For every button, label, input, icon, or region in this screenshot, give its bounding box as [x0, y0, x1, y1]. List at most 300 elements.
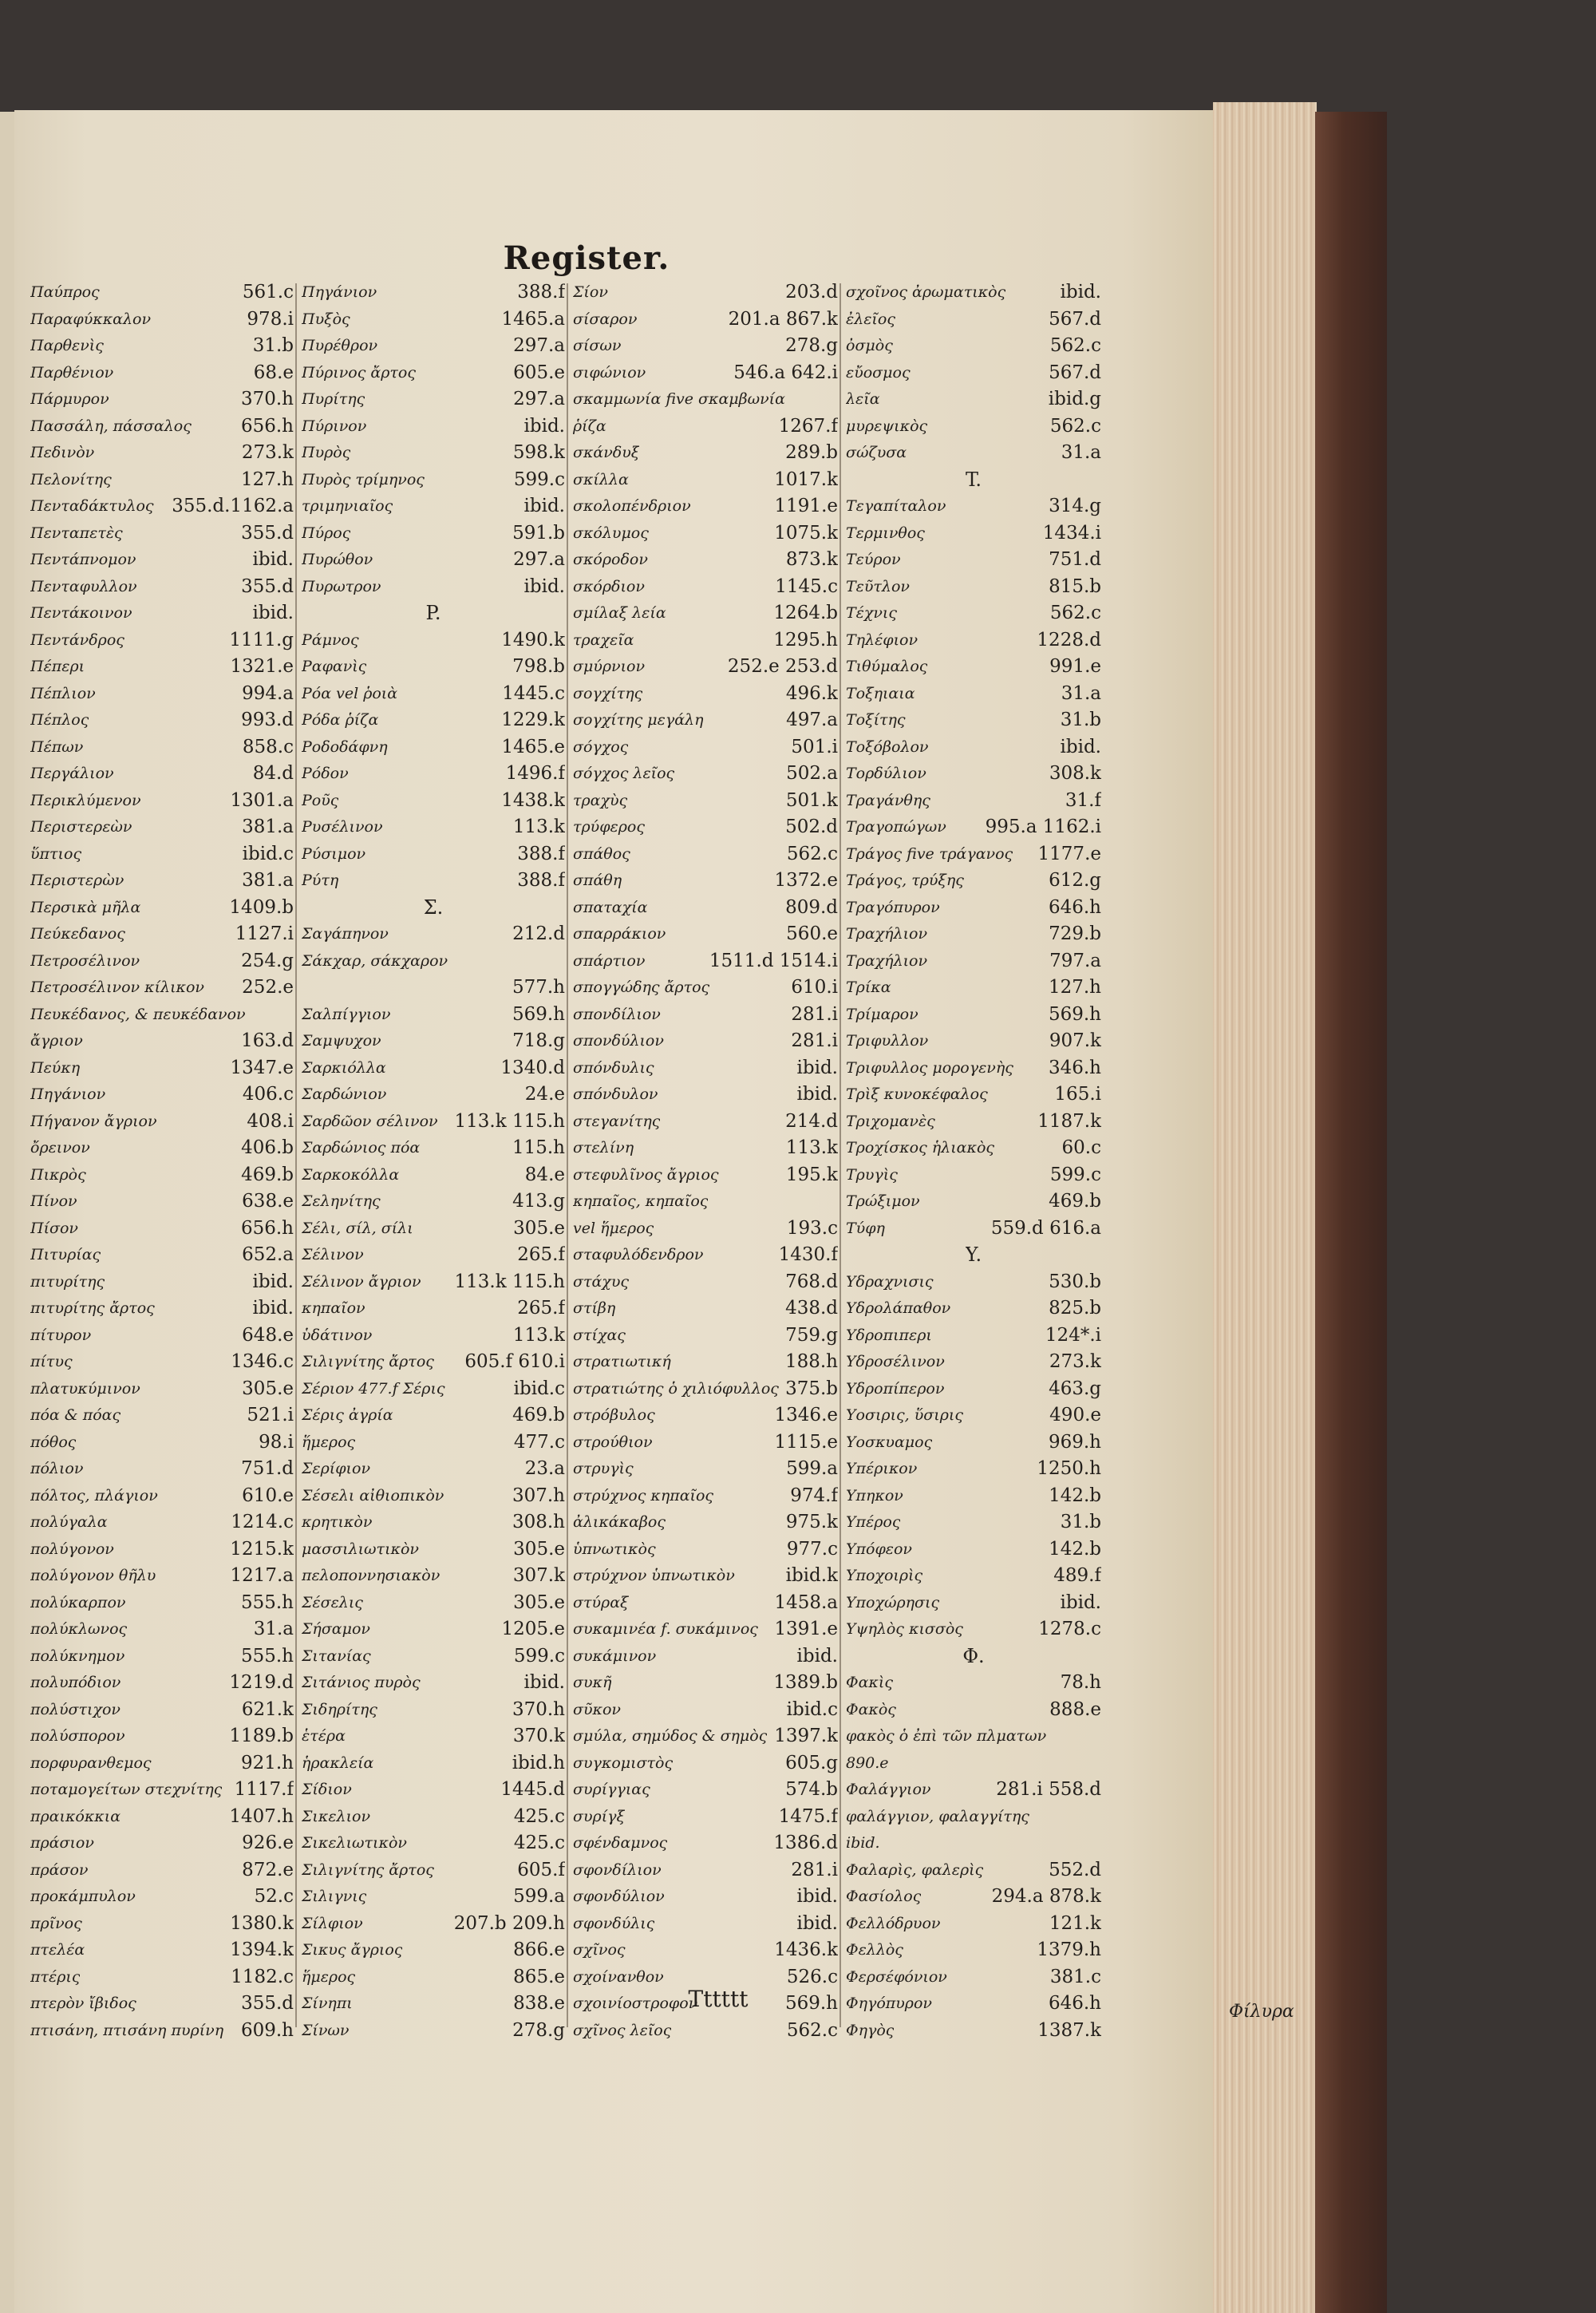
catchword: Φίλυρα: [1229, 2002, 1294, 2022]
entry-word: Τρυγὶς: [846, 1165, 898, 1184]
entry-reference: 1229.k: [501, 710, 565, 730]
entry-word: Πέπων: [30, 737, 84, 756]
entry-reference: 1267.f: [778, 415, 838, 437]
entry-reference: 381.c: [1049, 1966, 1101, 1987]
entry-word: Πύρινον: [302, 417, 367, 435]
index-entry: [302, 707, 565, 734]
index-entry: [846, 975, 1101, 1002]
entry-reference: 207.b 209.h: [453, 1912, 565, 1934]
entry-reference: 975.k: [785, 1512, 838, 1532]
index-entry: [846, 360, 1101, 387]
entry-reference: 978.i: [247, 308, 294, 330]
index-entry: [302, 1590, 565, 1617]
entry-word: Σιτανίας: [302, 1647, 371, 1665]
index-entry: [302, 1456, 565, 1483]
index-entry: [573, 493, 838, 520]
entry-word: Σιδηρίτης: [302, 1700, 377, 1718]
index-entry: [846, 2018, 1101, 2045]
section-letter: [846, 1242, 1101, 1269]
entry-word: Τρώξιμον: [846, 1192, 920, 1210]
entry-word: Φαλαρὶς, φαλερὶς: [846, 1860, 984, 1879]
entry-word: πίτυρον: [30, 1326, 92, 1344]
entry-word: Πάρμυρον: [30, 390, 109, 408]
index-entry: [573, 1323, 838, 1350]
entry-reference: 289.b: [785, 442, 838, 463]
entry-word: σμύρνιον: [573, 658, 646, 675]
index-entry: [573, 1884, 838, 1911]
index-entry: [302, 1002, 565, 1029]
entry-word: σπόνδυλον: [573, 1085, 658, 1103]
index-entry: [573, 1937, 838, 1964]
entry-reference: ibid.h: [512, 1752, 565, 1773]
section-letter: [302, 600, 565, 627]
entry-word: Πυξὸς: [302, 310, 350, 328]
entry-reference: 84.d: [252, 763, 294, 784]
index-entry: [30, 1216, 294, 1243]
entry-reference: 567.d: [1049, 362, 1101, 383]
entry-word: ἄγριον: [30, 1032, 83, 1050]
entry-word: Τράγος five τράγανος: [846, 844, 1013, 863]
entry-reference: ibid.: [252, 1298, 294, 1319]
entry-word: Ρόα vel ῥοιὰ: [302, 684, 398, 702]
entry-word: στίβη: [573, 1299, 616, 1317]
entry-word: Ρύτη: [302, 872, 339, 889]
entry-word: σπονδύλιον: [573, 1032, 664, 1050]
entry-word: Ρύσιμον: [302, 844, 366, 863]
entry-word: σφονδύλις: [573, 1914, 655, 1932]
entry-reference: 188.h: [784, 1351, 838, 1372]
entry-word: ῥίζα: [573, 417, 606, 435]
index-entry: [573, 600, 838, 627]
entry-word: Πέπερι: [30, 658, 85, 675]
entry-word: Πέπλος: [30, 711, 89, 729]
entry-reference: ibid.: [523, 415, 565, 437]
index-entry: [30, 1777, 294, 1804]
index-entry: [846, 1804, 1101, 1831]
entry-word: Τοξίτης: [846, 711, 906, 729]
entry-reference: 858.c: [242, 736, 294, 757]
index-entry: [30, 788, 294, 815]
index-entry: [30, 1402, 294, 1429]
entry-reference: 605.g: [785, 1752, 838, 1773]
entry-word: ὑδάτινον: [302, 1326, 373, 1344]
entry-reference: 648.e: [242, 1324, 294, 1346]
entry-reference: 1458.a: [774, 1591, 838, 1613]
entry-word: πολύγονον: [30, 1540, 114, 1558]
entry-reference: 888.e: [1049, 1698, 1101, 1720]
entry-word: Σίλφιον: [302, 1914, 363, 1932]
entry-word: τριμηνιαῖος: [302, 497, 393, 515]
index-entry: [846, 841, 1101, 868]
index-entry: [302, 360, 565, 387]
entry-word: Ροῦς: [302, 791, 339, 809]
index-entry: [30, 921, 294, 948]
entry-word: Φακὶς: [846, 1674, 893, 1691]
index-entry: [30, 386, 294, 413]
entry-word: Τρὶξ κυνοκέφαλος: [846, 1085, 988, 1103]
entry-reference: 907.k: [1049, 1030, 1101, 1051]
index-entry: [302, 1509, 565, 1536]
entry-reference: 78.h: [1060, 1672, 1101, 1693]
entry-word: Τερμινθος: [846, 524, 925, 542]
entry-reference: 406.b: [241, 1137, 294, 1158]
index-entry: [846, 386, 1101, 413]
index-entry: [30, 1349, 294, 1376]
index-entry: [30, 2018, 294, 2045]
entry-word: πολύσπορον: [30, 1727, 125, 1745]
index-entry: [302, 306, 565, 334]
entry-word: Πυρὸς: [302, 444, 351, 461]
index-entry: [846, 1269, 1101, 1296]
index-entry: [573, 1804, 838, 1831]
entry-reference: 1394.k: [230, 1939, 294, 1960]
entry-reference: 355.d: [241, 522, 294, 544]
index-entry: [573, 868, 838, 895]
entry-word: Περιστερεὼν: [30, 818, 132, 836]
entry-reference: 497.a: [786, 710, 838, 730]
entry-word: λεῖα: [846, 390, 880, 408]
index-entry: [846, 1857, 1101, 1884]
index-entry: [302, 1323, 565, 1350]
entry-reference: 768.d: [785, 1271, 838, 1292]
entry-reference: 127.h: [1048, 977, 1101, 998]
entry-word: σογχίτης: [573, 684, 643, 702]
entry-reference: 496.k: [785, 682, 838, 704]
index-entry: [302, 1750, 565, 1777]
index-entry: [573, 1376, 838, 1403]
entry-reference: 113.k: [785, 1137, 838, 1158]
entry-reference: 1465.a: [501, 308, 565, 330]
entry-reference: 574.b: [785, 1779, 838, 1800]
entry-word: Φελλὸς: [846, 1941, 903, 1959]
index-entry: [302, 654, 565, 681]
entry-word: πραικόκκια: [30, 1807, 121, 1825]
entry-reference: 355.d: [241, 575, 294, 597]
entry-word: Υπηκον: [846, 1486, 903, 1504]
index-entry: [846, 440, 1101, 467]
index-entry: [30, 895, 294, 922]
entry-word: Τηλέφιον: [846, 631, 918, 649]
index-entry: [302, 1055, 565, 1082]
entry-reference: ibid.: [796, 1057, 838, 1078]
entry-reference: 52.c: [254, 1886, 294, 1907]
index-entry: [573, 279, 838, 306]
signature-mark: Tttttt: [688, 1986, 749, 2012]
index-entry: [30, 1002, 294, 1029]
entry-reference: 314.g: [1049, 496, 1101, 516]
index-entry: [573, 734, 838, 761]
entry-reference: 252.e: [242, 977, 294, 998]
entry-word: σπονδίλιον: [573, 1005, 661, 1023]
index-entry: [30, 1295, 294, 1323]
entry-word: τραχεῖα: [573, 631, 634, 649]
index-entry: [573, 1429, 838, 1457]
entry-reference: [833, 386, 838, 413]
index-entry: [30, 520, 294, 548]
entry-word: στρατιώτης ὁ χιλιόφυλλος: [573, 1379, 779, 1398]
index-entry: [30, 1670, 294, 1697]
entry-word: σιφώνιον: [573, 363, 646, 382]
entry-reference: 388.f: [517, 870, 565, 891]
index-entry: [302, 1402, 565, 1429]
index-entry: [573, 948, 838, 975]
index-entry: [302, 761, 565, 788]
index-entry: [846, 1162, 1101, 1189]
entry-word: σκίλλα: [573, 470, 629, 488]
index-entry: [30, 1055, 294, 1082]
index-entry: [30, 1509, 294, 1536]
entry-word: μυρεψικὸς: [846, 417, 928, 435]
index-entry: [573, 1349, 838, 1376]
index-entry: [30, 707, 294, 734]
entry-word: Τρίκα: [846, 979, 891, 996]
entry-reference: 346.h: [1048, 1057, 1101, 1078]
index-entry: [30, 413, 294, 441]
entry-word: πολύκλωνος: [30, 1620, 128, 1638]
entry-word: Πίσον: [30, 1219, 78, 1237]
entry-word: Πεντάπνομον: [30, 551, 136, 568]
entry-word: Τορδύλιον: [846, 765, 926, 782]
entry-word: Πήγανον ἄγριον: [30, 1112, 157, 1130]
entry-word: Πύρινος ἄρτος: [302, 363, 417, 382]
index-entry: [573, 707, 838, 734]
entry-word: Ραφανὶς: [302, 658, 367, 675]
index-entry: [573, 360, 838, 387]
index-entry: [573, 1616, 838, 1643]
index-entry: [846, 814, 1101, 841]
entry-word: στεφυλῖνος ἄγριος: [573, 1165, 719, 1184]
index-entry: [573, 2018, 838, 2045]
index-entry: [302, 788, 565, 815]
index-entry: [573, 1590, 838, 1617]
entry-word: Φηγὸς: [846, 2021, 895, 2039]
entry-word: Τροχίσκος ἡλιακὸς: [846, 1139, 995, 1156]
entry-word: στεγανίτης: [573, 1112, 661, 1130]
entry-reference: 60.c: [1061, 1137, 1101, 1158]
index-entry: [302, 1616, 565, 1643]
index-entry: [30, 574, 294, 601]
index-entry: [302, 2018, 565, 2045]
entry-reference: 991.e: [1049, 656, 1101, 677]
index-entry: [30, 841, 294, 868]
entry-word: στάχυς: [573, 1272, 630, 1291]
entry-reference: 406.c: [242, 1084, 294, 1105]
section-letter: [846, 1643, 1101, 1670]
index-entry: [846, 1109, 1101, 1136]
entry-reference: 31.a: [1061, 442, 1101, 463]
index-entry: [846, 1483, 1101, 1510]
column-rule: [295, 283, 297, 2027]
index-entry: [846, 279, 1101, 306]
entry-reference: 305.e: [513, 1217, 565, 1239]
index-entry: [302, 1777, 565, 1804]
entry-reference: 212.d: [512, 923, 565, 944]
index-entry: [30, 1536, 294, 1564]
entry-reference: 1017.k: [774, 469, 838, 490]
index-entry: [30, 360, 294, 387]
entry-word: Σήσαμον: [302, 1620, 370, 1638]
entry-word: σίσαρον: [573, 310, 638, 328]
entry-reference: 555.h: [240, 1645, 294, 1667]
index-entry: [30, 868, 294, 895]
entry-word: σώζυσα: [846, 444, 907, 461]
entry-reference: 252.e 253.d: [727, 656, 838, 677]
index-entry: [573, 1670, 838, 1697]
entry-reference: 203.d: [785, 282, 838, 302]
entry-reference: 1386.d: [773, 1833, 838, 1853]
entry-word: σπόνδυλις: [573, 1058, 654, 1077]
entry-reference: 599.c: [1049, 1164, 1101, 1185]
index-entry: [573, 1750, 838, 1777]
entry-word: Σεληνίτης: [302, 1192, 381, 1210]
facing-page-edge: [0, 112, 14, 2313]
index-entry: [573, 1002, 838, 1029]
entry-reference: 1496.f: [505, 763, 565, 784]
entry-reference: 610.e: [242, 1485, 294, 1506]
entry-word: Πυρώθον: [302, 551, 373, 568]
entry-word: πλατυκύμινον: [30, 1379, 140, 1398]
index-entry: [30, 1697, 294, 1724]
entry-word: πρῖνος: [30, 1914, 82, 1932]
index-entry: [573, 574, 838, 601]
entry-reference: 1214.c: [231, 1512, 294, 1532]
entry-reference: 751.d: [1049, 549, 1101, 570]
entry-reference: 865.e: [513, 1966, 565, 1987]
index-entry: [573, 1269, 838, 1296]
entry-reference: 1391.e: [774, 1619, 838, 1639]
index-entry: [846, 1616, 1101, 1643]
index-entry: [302, 574, 565, 601]
index-entry: [302, 1376, 565, 1403]
entry-word: Σέλι, σίλ, σίλι: [302, 1219, 413, 1237]
entry-reference: 370.k: [512, 1726, 565, 1746]
index-entry: [302, 1697, 565, 1724]
entry-word: Τραγόπυρον: [846, 898, 940, 916]
index-entry: [30, 547, 294, 574]
entry-word: Πυρωτρον: [302, 577, 381, 595]
index-entry: [302, 1242, 565, 1269]
entry-reference: 1387.k: [1037, 2019, 1101, 2041]
index-entry: [573, 1295, 838, 1323]
index-entry: [30, 1081, 294, 1109]
entry-reference: 1490.k: [501, 629, 565, 650]
index-entry: [30, 654, 294, 681]
entry-reference: ibid.: [523, 1672, 565, 1693]
section-letter: [302, 895, 565, 922]
entry-word: Σίνων: [302, 2021, 350, 2039]
entry-word: Πεύκη: [30, 1058, 81, 1077]
entry-reference: 1219.d: [229, 1672, 294, 1693]
entry-reference: 469.b: [1049, 1191, 1101, 1212]
entry-word: Σ.: [423, 896, 444, 919]
entry-word: Σαγάπηνον: [302, 925, 389, 943]
entry-word: Πενταφυλλον: [30, 577, 137, 595]
entry-word: Ράμνος: [302, 631, 359, 649]
entry-word: στελίνη: [573, 1139, 634, 1156]
entry-word: Σίον: [573, 283, 608, 301]
index-entry: [846, 1295, 1101, 1323]
entry-reference: 305.e: [513, 1538, 565, 1560]
entry-reference: 68.e: [253, 362, 294, 383]
entry-word: Πεντάκοινον: [30, 604, 132, 622]
entry-reference: 1127.i: [235, 923, 294, 944]
index-entry: [573, 1055, 838, 1082]
entry-word: κηπαῖος, κηπαῖος: [573, 1192, 709, 1210]
index-entry: [846, 413, 1101, 441]
entry-word: σόγχος: [573, 737, 629, 756]
entry-reference: 605.e: [513, 362, 565, 383]
entry-word: Σικελιον: [302, 1807, 371, 1825]
index-entry: [302, 1911, 565, 1938]
entry-word: πολυπόδιον: [30, 1674, 121, 1691]
column-rule: [839, 283, 841, 2027]
entry-word: κρητικὸν: [302, 1513, 373, 1531]
entry-reference: 921.h: [240, 1752, 294, 1773]
entry-reference: ibid.: [796, 1645, 838, 1667]
index-entry: [573, 814, 838, 841]
entry-word: Φ.: [962, 1644, 985, 1667]
index-entry: [846, 1830, 1101, 1857]
entry-reference: 1475.f: [778, 1805, 838, 1827]
entry-reference: 1372.e: [774, 870, 838, 891]
entry-word: Σαρδώνιον: [302, 1085, 387, 1103]
entry-word: στίχας: [573, 1326, 626, 1344]
page-edges: [1213, 102, 1317, 2313]
index-entry: [30, 306, 294, 334]
entry-word: εὔοσμος: [846, 363, 911, 382]
entry-word: σπογγώδης ἄρτος: [573, 979, 710, 996]
index-entry: [30, 1616, 294, 1643]
entry-reference: 521.i: [247, 1405, 294, 1425]
index-entry: [573, 1911, 838, 1938]
index-entry: [30, 1162, 294, 1189]
entry-word: Σίδιον: [302, 1781, 352, 1798]
entry-reference: 1115.e: [774, 1431, 838, 1453]
index-entry: [573, 1456, 838, 1483]
entry-word: ἀλικάκαβος: [573, 1513, 666, 1531]
entry-reference: 552.d: [1049, 1859, 1101, 1880]
entry-reference: [1096, 1804, 1101, 1831]
index-entry: [302, 921, 565, 948]
index-entry: [846, 627, 1101, 654]
index-entry: [30, 761, 294, 788]
entry-reference: 388.f: [517, 282, 565, 302]
entry-word: σχοινίοστροφον: [573, 1995, 698, 2012]
index-entry: [846, 1456, 1101, 1483]
entry-reference: 1205.e: [501, 1619, 565, 1639]
entry-reference: 562.c: [1049, 335, 1101, 356]
index-entry: [846, 1028, 1101, 1055]
section-letter: [846, 467, 1101, 494]
entry-word: Πυρὸς τρίμηνος: [302, 470, 425, 488]
entry-word: σκόλυμος: [573, 524, 649, 542]
index-entry: [846, 1002, 1101, 1029]
index-entry: [302, 467, 565, 494]
entry-word: Υδρολάπαθον: [846, 1299, 951, 1317]
index-entry: [846, 1590, 1101, 1617]
index-entry: [302, 1216, 565, 1243]
entry-reference: 546.a 642.i: [733, 362, 838, 383]
entry-word: Σάκχαρ, σάκχαρον: [302, 951, 448, 970]
entry-word: σχῖνος: [573, 1941, 626, 1959]
entry-reference: 502.d: [785, 816, 838, 837]
entry-reference: 501.k: [785, 789, 838, 811]
index-entry: [302, 1857, 565, 1884]
entry-word: Τραχήλιον: [846, 925, 928, 943]
entry-word: στύραξ: [573, 1593, 629, 1611]
entry-reference: 438.d: [785, 1298, 838, 1319]
entry-reference: 555.h: [240, 1591, 294, 1613]
